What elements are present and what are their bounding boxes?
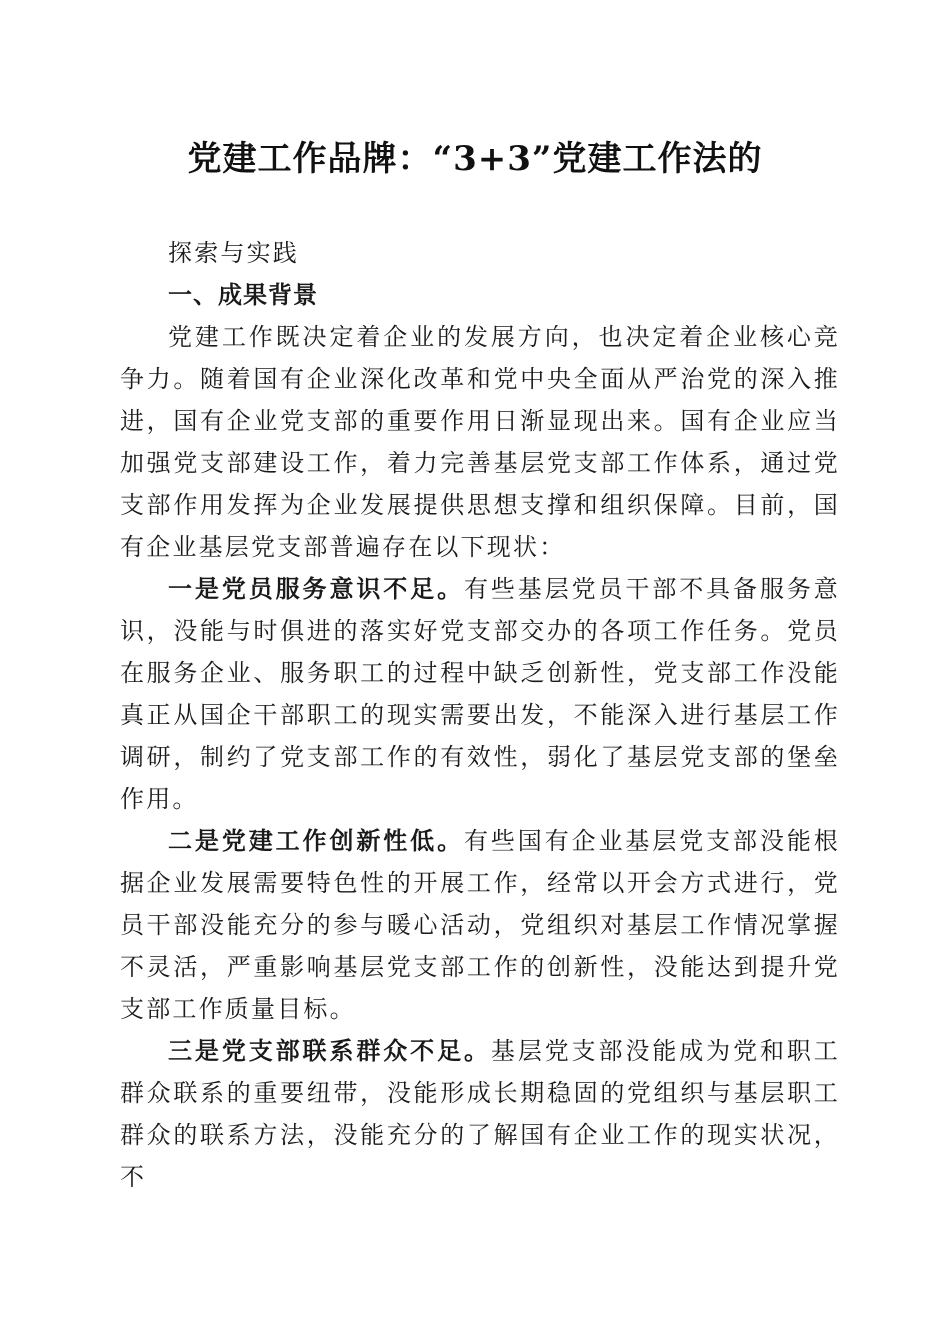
point-3-lead: 三是党支部联系群众不足。 bbox=[168, 1036, 491, 1065]
point-3-text: 基层党支部没能成为党和职工群众联系的重要纽带，没能形成长期稳固的党组织与基层职工群众的联系方法，没能充分的了解国有企业工作的现实状况，不 bbox=[120, 1037, 840, 1191]
paragraph-point-1 bbox=[120, 568, 840, 820]
point-1-text: 有些基层党员干部不具备服务意识，没能与时俱进的落实好党支部交办的各项工作任务。党员在服务企业、服务职工的过程中缺乏创新性，党支部工作没能真正从国企干部职工的现实需要出发，不能深入进行基层工作调研，制约了党支部工作的有效性，弱化了基层党支部的堡垒作用。 bbox=[120, 575, 840, 813]
point-2-lead: 二是党建工作创新性低。 bbox=[168, 826, 464, 855]
paragraph-intro: 党建工作既决定着企业的发展方向，也决定着企业核心竞争力。随着国有企业深化改革和党中央全面从严治党的深入推进，国有企业党支部的重要作用日渐显现出来。国有企业应当加强党支部建设工作，着力完善基层党支部工作体系，通过党支部作用发挥为企业发展提供思想支撑和组织保障。目前，国有企业基层党支部普遍存在以下现状： bbox=[120, 323, 840, 561]
point-1-lead: 一是党员服务意识不足。 bbox=[168, 574, 464, 603]
title-continuation: 探索与实践 bbox=[168, 239, 299, 267]
document-title: 党建工作品牌：“3+3”党建工作法的 bbox=[187, 139, 763, 179]
paragraph-point-2 bbox=[120, 820, 840, 1030]
paragraph-point-3 bbox=[120, 1030, 840, 1198]
point-2-text: 有些国有企业基层党支部没能根据企业发展需要特色性的开展工作，经常以开会方式进行，党员干部没能充分的参与暖心活动，党组织对基层工作情况掌握不灵活，严重影响基层党支部工作的创新性，没能达到提升党支部工作质量目标。 bbox=[120, 827, 840, 1023]
section-heading-background: 一、成果背景 bbox=[168, 281, 318, 309]
document-body bbox=[120, 232, 840, 1198]
